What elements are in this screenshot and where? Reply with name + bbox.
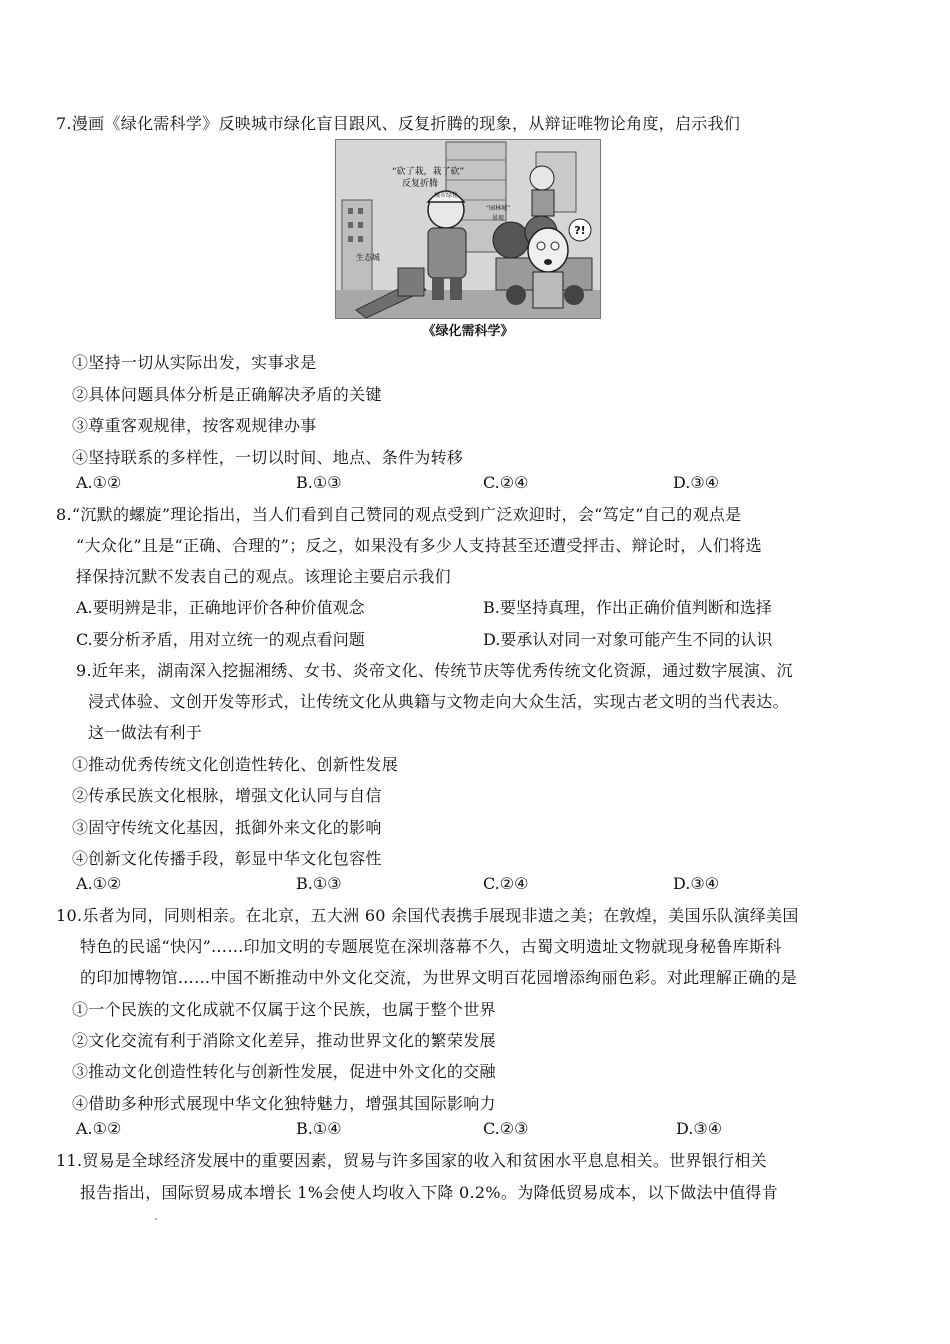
cartoon-sign-text: 生态城 bbox=[356, 253, 380, 262]
cartoon-exclaim: ?! bbox=[574, 224, 586, 237]
cartoon-helmet-text: 城市绿化 bbox=[433, 192, 459, 199]
q7-item-3: ③尊重客观规律，按客观规律办事 bbox=[72, 416, 317, 435]
q10-option-c: C.②③ bbox=[483, 1119, 529, 1138]
cartoon-speech-line2: 反复折腾 bbox=[402, 179, 439, 189]
cartoon-caption: 《绿化需科学》 bbox=[422, 324, 514, 339]
q8-line-3: 择保持沉默不发表自己的观点。该理论主要启示我们 bbox=[76, 567, 451, 586]
q10-line-2: 特色的民谣“快闪”……印加文明的专题展览在深圳落幕不久，古蜀文明遗址文物就现身秘鲁库斯科 bbox=[80, 937, 782, 956]
q7-option-c: C.②④ bbox=[483, 473, 529, 492]
q10-option-a: A.①② bbox=[76, 1119, 122, 1138]
q9-item-1: ①推动优秀传统文化创造性转化、创新性发展 bbox=[72, 755, 399, 774]
q9-option-c: C.②④ bbox=[483, 874, 529, 893]
q9-line-1: 9.近年来，湖南深入挖掘湘绣、女书、炎帝文化、传统节庆等优秀传统文化资源，通过数字展演、沉 bbox=[76, 661, 793, 680]
q9-line-2: 浸式体验、文创开发等形式，让传统文化从典籍与文物走向大众生活，实现古老文明的当代表达。 bbox=[88, 692, 789, 711]
q7-item-2: ②具体问题具体分析是正确解决矛盾的关键 bbox=[72, 385, 382, 404]
cartoon-speech-line1: “砍了栽，栽了砍” bbox=[392, 167, 465, 177]
q10-option-d: D.③④ bbox=[676, 1119, 723, 1138]
q7-option-a: A.①② bbox=[76, 473, 122, 492]
cartoon-image bbox=[335, 139, 601, 319]
q7-item-1: ①坚持一切从实际出发，实事求是 bbox=[72, 353, 317, 372]
q10-item-1: ①一个民族的文化成就不仅属于这个民族，也属于整个世界 bbox=[72, 1000, 496, 1019]
q10-item-2: ②文化交流有利于消除文化差异，推动世界文化的繁荣发展 bbox=[72, 1031, 496, 1050]
q10-line-1: 10.乐者为同，同则相亲。在北京，五大洲 60 余国代表携手展现非遗之美；在敦煌，美国乐队演绎美国 bbox=[56, 906, 799, 925]
q8-option-a: A.要明辨是非，正确地评价各种价值观念 bbox=[76, 598, 365, 617]
q10-line-3: 的印加博物馆……中国不断推动中外文化交流，为世界文明百花园增添绚丽色彩。对此理解正确的是 bbox=[80, 968, 798, 987]
q9-option-a: A.①② bbox=[76, 874, 122, 893]
q8-option-d: D.要承认对同一对象可能产生不同的认识 bbox=[483, 630, 773, 649]
q10-item-3: ③推动文化创造性转化与创新性发展，促进中外文化的交融 bbox=[72, 1062, 496, 1081]
stray-dot bbox=[155, 1218, 157, 1220]
q11-line-1: 11.贸易是全球经济发展中的重要因素，贸易与许多国家的收入和贫困水平息息相关。世界银行相关 bbox=[56, 1151, 767, 1170]
q7-item-4: ④坚持联系的多样性，一切以时间、地点、条件为转移 bbox=[72, 448, 464, 467]
q8-line-1: 8.“沉默的螺旋”理论指出，当人们看到自己赞同的观点受到广泛欢迎时，会“笃定”自己的观点是 bbox=[56, 505, 742, 524]
cartoon-sign-text2: “园林城” bbox=[486, 205, 511, 212]
q9-item-3: ③固守传统文化基因，抵御外来文化的影响 bbox=[72, 818, 382, 837]
q8-option-b: B.要坚持真理，作出正确价值判断和选择 bbox=[483, 598, 772, 617]
q7-stem: 7.漫画《绿化需科学》反映城市绿化盲目跟风、反复折腾的现象，从辩证唯物论角度，启示我们 bbox=[56, 114, 741, 133]
q9-item-2: ②传承民族文化根脉，增强文化认同与自信 bbox=[72, 786, 382, 805]
q8-line-2: “大众化”且是“正确、合理的”；反之，如果没有多少人支持甚至还遭受抨击、辩论时，人们将选 bbox=[76, 536, 762, 555]
q9-option-d: D.③④ bbox=[673, 874, 720, 893]
q9-line-3: 这一做法有利于 bbox=[88, 723, 203, 742]
q8-option-c: C.要分析矛盾，用对立统一的观点看问题 bbox=[76, 630, 365, 649]
q9-item-4: ④创新文化传播手段，彰显中华文化包容性 bbox=[72, 849, 382, 868]
q10-item-4: ④借助多种形式展现中华文化独特魅力，增强其国际影响力 bbox=[72, 1094, 496, 1113]
q7-option-b: B.①③ bbox=[296, 473, 342, 492]
q9-option-b: B.①③ bbox=[296, 874, 342, 893]
q11-line-2: 报告指出，国际贸易成本增长 1%会使人均收入下降 0.2%。为降低贸易成本，以下做法中值得肯 bbox=[80, 1183, 779, 1202]
q10-option-b: B.①④ bbox=[296, 1119, 342, 1138]
q7-option-d: D.③④ bbox=[673, 473, 720, 492]
cartoon-sign-text3: 景观 bbox=[492, 215, 505, 222]
